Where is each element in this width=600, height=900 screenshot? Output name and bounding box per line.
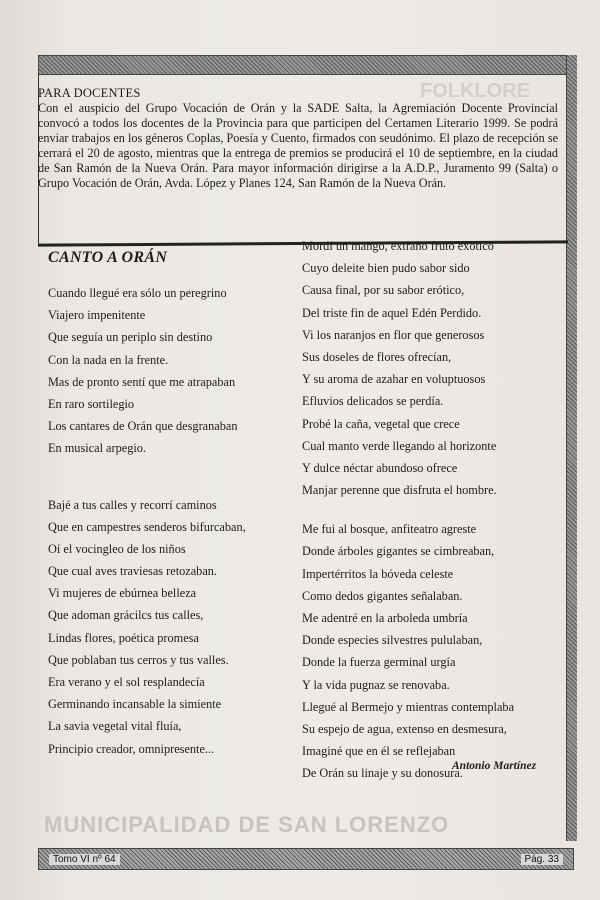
poem-verse: En musical arpegio.: [48, 441, 147, 456]
poem-verse: Que cual aves traviesas retozaban.: [48, 564, 217, 579]
poem-verse: Me adentré en la arboleda umbría: [302, 611, 468, 625]
notice-body: Con el auspicio del Grupo Vocación de Orán y la SADE Salta, la Agremiación Docente Provincial convocó a todos los docentes de la Provincia para que participen del Certamen Literario 1999. Se podrá enviar trabajos en los géneros Coplas, Poesía y Cuento, firmados con seudónimo. El plazo de recepción se cerrará el 20 de agosto, mientras que la entrega de premios se producirá el 10 de septiembre, en la ciudad de San Ramón de la Nueva Orán. Para mayor información dirigirse a la A.D.P., Juramento 99 (Salta) o Grupo Vocación de Orán, Avda. López y Planes 124, San Ramón de la Nueva Orán.: [38, 101, 558, 190]
notice-heading: PARA DOCENTES: [38, 86, 141, 100]
poem-verse: Oí el vocingleo de los niños: [48, 541, 186, 556]
poem-author: Antonio Martínez: [452, 760, 537, 772]
poem-verse: Bajé a tus calles y recorrí caminos: [48, 497, 217, 512]
poem-verse: Cual manto verde llegando al horizonte: [302, 438, 497, 453]
poem-verse: Principio creador, omnipresente...: [48, 741, 215, 756]
poem-verse: Era verano y el sol resplandecía: [48, 675, 205, 689]
bleed-through-text: FOLKLORE: [420, 80, 530, 102]
poem-verse: Donde especies silvestres pululaban,: [302, 633, 483, 648]
poem-verse: Que en campestres senderos bifurcaban,: [48, 519, 246, 534]
poem-verse: Viajero impenitente: [48, 308, 146, 323]
poem-verse: En raro sortilegio: [48, 396, 135, 411]
poem-verse: Manjar perenne que disfruta el hombre.: [302, 483, 497, 498]
poem-verse: De Orán su linaje y su donosura.: [302, 766, 463, 781]
poem-verse: Impertérritos la bóveda celeste: [302, 566, 454, 581]
poem-verse: Que seguía un periplo sin destino: [48, 330, 213, 345]
page-footer-bar: [38, 848, 574, 870]
poem-verse: Su espejo de agua, extenso en desmesura,: [302, 721, 507, 736]
notice-box: [38, 86, 558, 191]
poem-verse: Imaginé que en él se reflejaban: [302, 744, 456, 759]
poem-verse: Que poblaban tus cerros y tus valles.: [48, 652, 229, 667]
poem-verse: Causa final, por su sabor erótico,: [302, 283, 465, 298]
poem-title: CANTO A ORÁN: [48, 249, 168, 266]
poem-verse: Los cantares de Orán que desgranaban: [48, 419, 238, 434]
poem-verse: Vi mujeres de ebúrnea belleza: [48, 586, 197, 601]
poem-verse: Me fui al bosque, anfiteatro agreste: [302, 522, 477, 537]
poem-left-column: [48, 282, 246, 760]
poem-right-column: [302, 235, 514, 785]
right-hatched-bar: [566, 55, 577, 841]
poem-verse: Mordí un mango, extraño fruto exótico: [302, 239, 494, 253]
poem-verse: Con la nada en la frente.: [48, 352, 169, 367]
poem-verse: Vi los naranjos en flor que generosos: [302, 327, 485, 342]
poem-verse: Mas de pronto sentí que me atrapaban: [48, 374, 236, 389]
page-number: Pág. 33: [521, 854, 563, 865]
poem-verse: Llegué al Bermejo y mientras contemplaba: [302, 699, 515, 714]
poem-verse: Que adoman grácilcs tus calles,: [48, 608, 204, 623]
poem-verse: Y su aroma de azahar en voluptuosos: [302, 372, 486, 387]
stanza-break: [48, 477, 246, 494]
poem-verse: Y dulce néctar abundoso ofrece: [302, 460, 458, 475]
poem-verse: Como dedos gigantes señalaban.: [302, 588, 463, 603]
poem-verse: Efluvios delicados se perdía.: [302, 394, 444, 409]
stanza-break: [302, 501, 514, 518]
poem-verse: La savia vegetal vital fluía,: [48, 719, 182, 734]
poem-verse: Cuando llegué era sólo un peregrino: [48, 286, 227, 300]
bleed-through-text: MUNICIPALIDAD DE SAN LORENZO: [44, 812, 450, 837]
poem-verse: Y la vida pugnaz se renovaba.: [302, 677, 450, 692]
top-hatched-bar: [38, 55, 574, 75]
volume-issue: Tomo VI nº 64: [49, 854, 120, 865]
stanza-break: [48, 460, 246, 477]
poem-verse: Germinando incansable la simiente: [48, 697, 222, 712]
poem-verse: Del triste fin de aquel Edén Perdido.: [302, 305, 482, 320]
poem-verse: Cuyo deleite bien pudo sabor sido: [302, 261, 470, 276]
poem-verse: Donde árboles gigantes se cimbreaban,: [302, 544, 495, 559]
poem-verse: Donde la fuerza germinal urgía: [302, 655, 456, 670]
poem-verse: Sus doseles de flores ofrecían,: [302, 349, 452, 364]
poem-verse: Probé la caña, vegetal que crece: [302, 416, 460, 431]
poem-verse: Lindas flores, poética promesa: [48, 630, 199, 645]
